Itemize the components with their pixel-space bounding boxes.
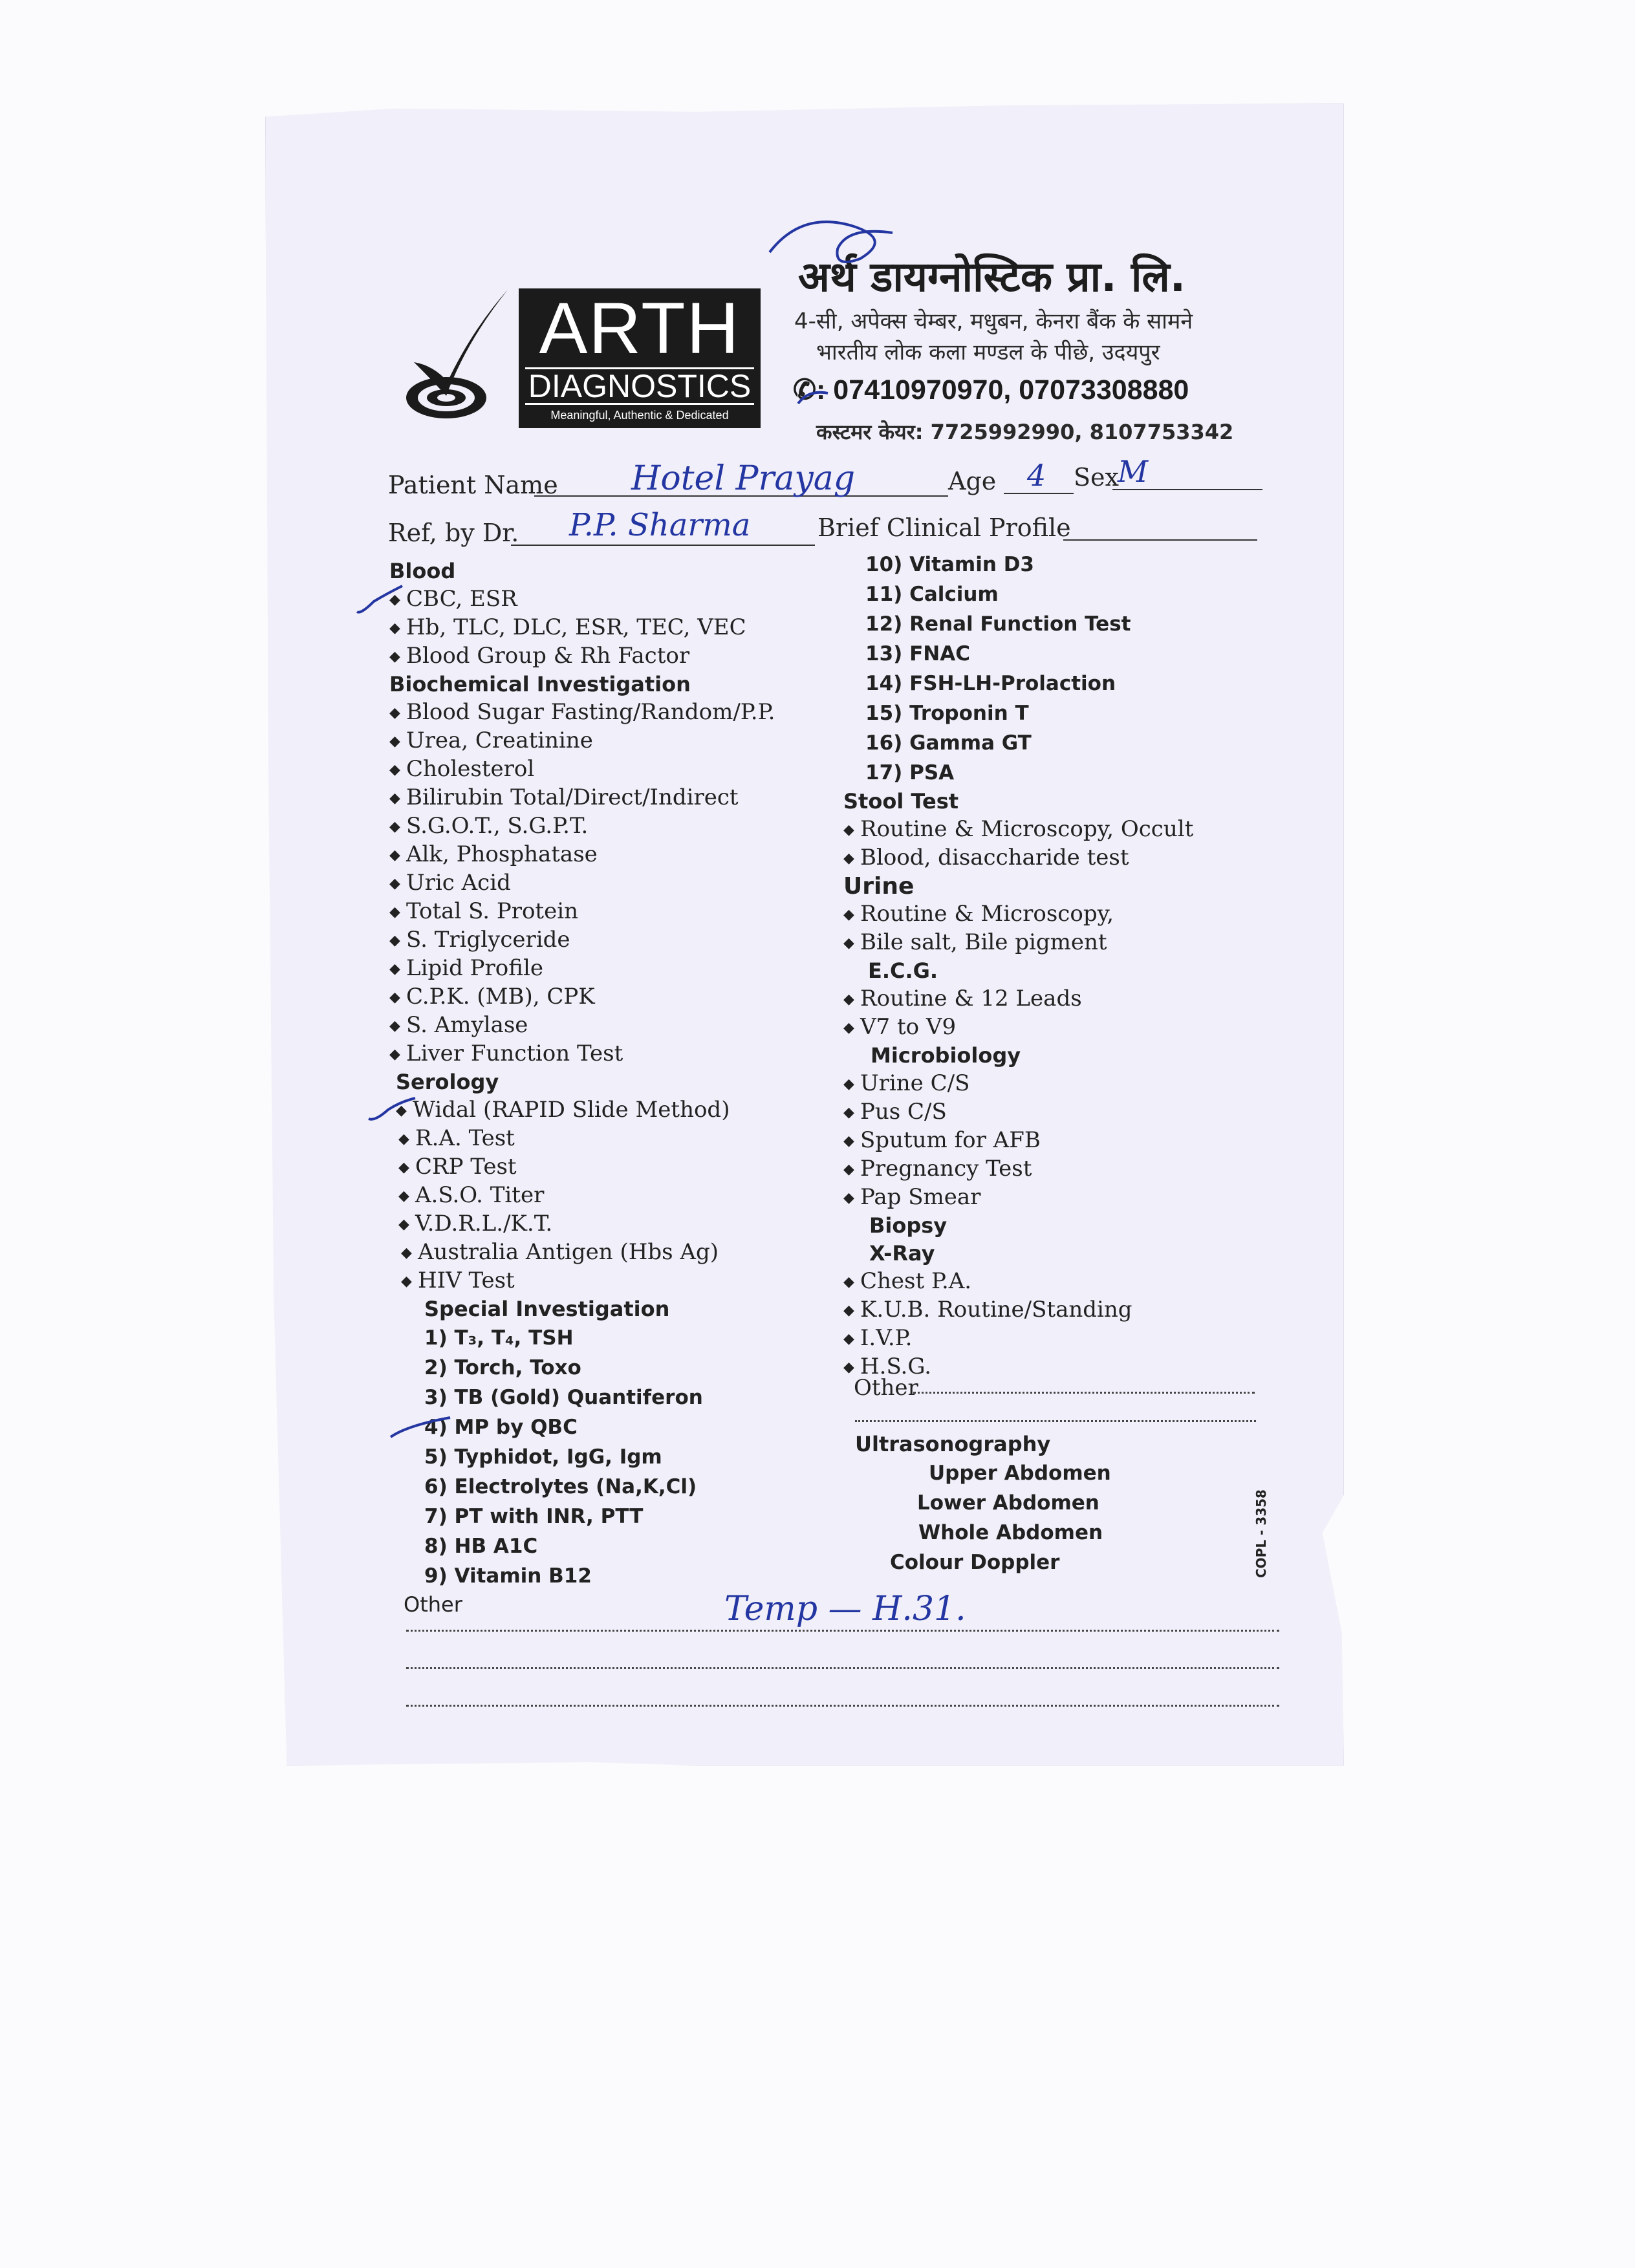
- item-label: S.G.O.T., S.G.P.T.: [406, 813, 589, 839]
- item-label: Pap Smear: [860, 1184, 981, 1210]
- other-line-2[interactable]: [406, 1667, 1279, 1669]
- item-label: Blood Group & Rh Factor: [406, 643, 690, 669]
- item-label: Blood Sugar Fasting/Random/P.P.: [406, 699, 775, 725]
- ref-doctor-field[interactable]: [511, 507, 815, 546]
- checkbox-bile[interactable]: ◆ Bile salt, Bile pigment: [843, 929, 1107, 955]
- checkbox-uric-acid[interactable]: ◆ Uric Acid: [389, 870, 511, 896]
- phone-numbers: [793, 374, 1189, 406]
- address-line-2: भारतीय लोक कला मण्डल के पीछे, उदयपुर: [816, 340, 1160, 365]
- checkbox-cpk[interactable]: ◆ C.P.K. (MB), CPK: [389, 984, 595, 1010]
- item-label: Uric Acid: [406, 870, 511, 896]
- section-biochemical: Biochemical Investigation: [389, 672, 691, 697]
- pen-tick-mp-qbc: [388, 1410, 453, 1442]
- item-label: S. Amylase: [406, 1012, 528, 1038]
- section-microbiology: Microbiology: [871, 1043, 1021, 1068]
- pen-tick-cbc: [354, 582, 406, 621]
- section-serology: Serology: [396, 1070, 499, 1094]
- item-label: Lipid Profile: [406, 955, 543, 981]
- sex-field[interactable]: [1112, 454, 1262, 490]
- item-label: I.V.P.: [860, 1325, 913, 1351]
- item-label: V7 to V9: [860, 1014, 957, 1040]
- item-label: Alk, Phosphatase: [406, 841, 598, 867]
- other-right-line-2[interactable]: [855, 1420, 1256, 1422]
- checkbox-lipid[interactable]: ◆ Lipid Profile: [389, 955, 543, 981]
- sex-value: M: [1118, 454, 1149, 489]
- item-label: Blood, disaccharide test: [860, 845, 1129, 870]
- special-item-12[interactable]: 12) Renal Function Test: [865, 612, 1131, 636]
- item-label: Urine C/S: [860, 1070, 970, 1096]
- checkbox-aso[interactable]: ◆ A.S.O. Titer: [398, 1182, 545, 1208]
- item-label: Cholesterol: [406, 756, 535, 782]
- section-blood: Blood: [389, 559, 456, 583]
- item-label: CBC, ESR: [406, 586, 517, 612]
- item-label: H.S.G.: [860, 1354, 932, 1379]
- item-label: Hb, TLC, DLC, ESR, TEC, VEC: [406, 614, 746, 640]
- section-special: Special Investigation: [424, 1297, 670, 1321]
- checkbox-hbsag[interactable]: ◆ Australia Antigen (Hbs Ag): [401, 1239, 719, 1265]
- usg-whole[interactable]: Whole Abdomen: [918, 1521, 1103, 1544]
- age-value: 4: [1027, 458, 1046, 493]
- checkbox-protein[interactable]: ◆ Total S. Protein: [389, 898, 578, 924]
- usg-lower[interactable]: Lower Abdomen: [917, 1491, 1099, 1515]
- usg-upper[interactable]: Upper Abdomen: [929, 1462, 1111, 1485]
- checkbox-hiv[interactable]: ◆ HIV Test: [401, 1268, 515, 1293]
- checkbox-urine-cs[interactable]: ◆ Urine C/S: [843, 1070, 970, 1096]
- item-label: Total S. Protein: [406, 898, 578, 924]
- checkbox-triglyceride[interactable]: ◆ S. Triglyceride: [389, 927, 570, 953]
- other-line-3[interactable]: [406, 1705, 1279, 1707]
- checkbox-kub[interactable]: ◆ K.U.B. Routine/Standing: [843, 1297, 1132, 1323]
- company-hindi-name: अर्थ डायग्नोस्टिक प्रा. लि.: [798, 254, 1186, 301]
- item-label: Widal (RAPID Slide Method): [413, 1097, 730, 1123]
- ref-doctor-label: Ref, by Dr.: [388, 519, 519, 547]
- item-label: CRP Test: [415, 1154, 517, 1180]
- item-label: K.U.B. Routine/Standing: [860, 1297, 1132, 1323]
- checkbox-pap[interactable]: ◆ Pap Smear: [843, 1184, 981, 1210]
- checkbox-blood-sugar[interactable]: ◆ Blood Sugar Fasting/Random/P.P.: [389, 699, 775, 725]
- item-label: Routine & 12 Leads: [860, 986, 1082, 1011]
- section-ultrasonography: Ultrasonography: [855, 1432, 1051, 1456]
- item-label: Chest P.A.: [860, 1268, 972, 1294]
- sex-label: Sex: [1074, 463, 1119, 491]
- special-item-13[interactable]: 13) FNAC: [865, 642, 970, 665]
- special-item-15[interactable]: 15) Troponin T: [865, 702, 1029, 725]
- checkbox-ra[interactable]: ◆ R.A. Test: [398, 1125, 515, 1151]
- logo-tagline: Meaningful, Authentic & Dedicated: [550, 409, 729, 422]
- clinical-profile-label: Brief Clinical Profile: [817, 513, 1071, 542]
- logo-target-icon: [401, 285, 511, 427]
- checkbox-pregnancy[interactable]: ◆ Pregnancy Test: [843, 1156, 1032, 1182]
- special-item-6[interactable]: 6) Electrolytes (Na,K,Cl): [424, 1475, 697, 1498]
- checkbox-cbc[interactable]: ◆ CBC, ESR: [389, 586, 517, 612]
- checkbox-blood-group[interactable]: ◆ Blood Group & Rh Factor: [389, 643, 690, 669]
- special-item-9[interactable]: 9) Vitamin B12: [424, 1564, 592, 1588]
- special-item-17[interactable]: 17) PSA: [865, 761, 955, 784]
- checkbox-lft[interactable]: ◆ Liver Function Test: [389, 1041, 623, 1066]
- checkbox-pus-cs[interactable]: ◆ Pus C/S: [843, 1099, 947, 1125]
- special-item-10[interactable]: 10) Vitamin D3: [865, 553, 1035, 576]
- clinical-profile-field[interactable]: [1063, 511, 1257, 541]
- special-item-7[interactable]: 7) PT with INR, PTT: [424, 1505, 644, 1528]
- item-label: C.P.K. (MB), CPK: [406, 984, 595, 1010]
- special-item-11[interactable]: 11) Calcium: [865, 583, 999, 606]
- item-label: S. Triglyceride: [406, 927, 570, 953]
- checkbox-amylase[interactable]: ◆ S. Amylase: [389, 1012, 528, 1038]
- checkbox-hb-tlc[interactable]: ◆ Hb, TLC, DLC, ESR, TEC, VEC: [389, 614, 746, 640]
- checkbox-ecg-routine[interactable]: ◆ Routine & 12 Leads: [843, 986, 1082, 1011]
- item-label: Bilirubin Total/Direct/Indirect: [406, 784, 739, 810]
- section-stool: Stool Test: [843, 789, 959, 814]
- other-line-1[interactable]: [406, 1630, 1279, 1632]
- section-biopsy[interactable]: Biopsy: [869, 1213, 947, 1238]
- checkbox-urine-routine[interactable]: ◆ Routine & Microscopy,: [843, 901, 1114, 927]
- other-note-handwritten: Temp — H.31.: [724, 1590, 966, 1628]
- checkbox-bilirubin[interactable]: ◆ Bilirubin Total/Direct/Indirect: [389, 784, 739, 810]
- special-item-4[interactable]: 4) MP by QBC: [424, 1416, 578, 1439]
- section-urine: Urine: [843, 873, 915, 900]
- section-xray: X-Ray: [869, 1241, 935, 1266]
- item-label: Urea, Creatinine: [406, 728, 593, 753]
- item-label: Liver Function Test: [406, 1041, 623, 1066]
- pen-scribble-phone: [796, 388, 834, 407]
- checkbox-stool-routine[interactable]: ◆ Routine & Microscopy, Occult: [843, 816, 1194, 842]
- checkbox-cholesterol[interactable]: ◆ Cholesterol: [389, 756, 535, 782]
- ref-doctor-value: P.P. Sharma: [569, 507, 751, 543]
- usg-doppler[interactable]: Colour Doppler: [890, 1551, 1060, 1574]
- item-label: Pregnancy Test: [860, 1156, 1032, 1182]
- other-label-left: Other: [404, 1592, 462, 1617]
- checkbox-sgot[interactable]: ◆ S.G.O.T., S.G.P.T.: [389, 813, 589, 839]
- customer-care: कस्टमर केयर: 7725992990, 8107753342: [816, 420, 1234, 444]
- item-label: Sputum for AFB: [860, 1127, 1041, 1153]
- patient-name-field[interactable]: [534, 459, 948, 498]
- item-label: Pus C/S: [860, 1099, 947, 1125]
- pen-scribble-header: [763, 213, 957, 291]
- logo-arth-text: ARTH: [539, 288, 741, 369]
- item-label: A.S.O. Titer: [415, 1182, 545, 1208]
- checkbox-sputum[interactable]: ◆ Sputum for AFB: [843, 1127, 1041, 1153]
- checkbox-chest-pa[interactable]: ◆ Chest P.A.: [843, 1268, 972, 1294]
- checkbox-ecg-v7[interactable]: ◆ V7 to V9: [843, 1014, 957, 1040]
- patient-name-value: Hotel Prayag: [631, 459, 855, 498]
- item-label: Australia Antigen (Hbs Ag): [418, 1239, 719, 1265]
- special-item-16[interactable]: 16) Gamma GT: [865, 731, 1032, 755]
- special-item-1[interactable]: 1) T₃, T₄, TSH: [424, 1326, 574, 1350]
- checkbox-crp[interactable]: ◆ CRP Test: [398, 1154, 517, 1180]
- age-field[interactable]: [1004, 458, 1074, 494]
- phone-text: : 07410970970, 07073308880: [816, 374, 1189, 405]
- checkbox-vdrl[interactable]: ◆ V.D.R.L./K.T.: [398, 1211, 553, 1237]
- copl-code: COPL - 3358: [1253, 1489, 1269, 1578]
- pen-tick-widal: [366, 1093, 418, 1125]
- item-label: V.D.R.L./K.T.: [415, 1211, 553, 1237]
- checkbox-ivp[interactable]: ◆ I.V.P.: [843, 1325, 913, 1351]
- right-column: [843, 550, 1193, 1381]
- section-ecg: E.C.G.: [868, 958, 938, 983]
- checkbox-stool-blood[interactable]: ◆ Blood, disaccharide test: [843, 845, 1129, 870]
- logo-diagnostics-text: DIAGNOSTICS: [525, 367, 754, 405]
- logo-wordmark: [519, 288, 761, 428]
- age-label: Age: [948, 467, 997, 495]
- other-right-line-1[interactable]: [913, 1392, 1255, 1394]
- checkbox-widal[interactable]: ◆ Widal (RAPID Slide Method): [396, 1097, 730, 1123]
- checkbox-alk[interactable]: ◆ Alk, Phosphatase: [389, 841, 598, 867]
- checkbox-hsg[interactable]: ◆ H.S.G.: [843, 1354, 932, 1379]
- item-label: Bile salt, Bile pigment: [860, 929, 1107, 955]
- special-item-3[interactable]: 3) TB (Gold) Quantiferon: [424, 1386, 703, 1409]
- address-line-1: 4-सी, अपेक्स चेम्बर, मधुबन, केनरा बैंक के सामने: [794, 308, 1193, 334]
- patient-name-label: Patient Name: [388, 471, 558, 499]
- checkbox-urea[interactable]: ◆ Urea, Creatinine: [389, 728, 593, 753]
- item-label: Routine & Microscopy, Occult: [860, 816, 1194, 842]
- special-item-8[interactable]: 8) HB A1C: [424, 1535, 538, 1558]
- item-label: Routine & Microscopy,: [860, 901, 1114, 927]
- special-item-2[interactable]: 2) Torch, Toxo: [424, 1356, 581, 1379]
- item-label: HIV Test: [418, 1268, 515, 1293]
- special-item-5[interactable]: 5) Typhidot, IgG, Igm: [424, 1445, 662, 1469]
- other-label-right: Other: [854, 1375, 918, 1401]
- item-label: R.A. Test: [415, 1125, 515, 1151]
- special-item-14[interactable]: 14) FSH-LH-Prolaction: [865, 672, 1116, 695]
- phone-icon: ✆: [793, 374, 817, 405]
